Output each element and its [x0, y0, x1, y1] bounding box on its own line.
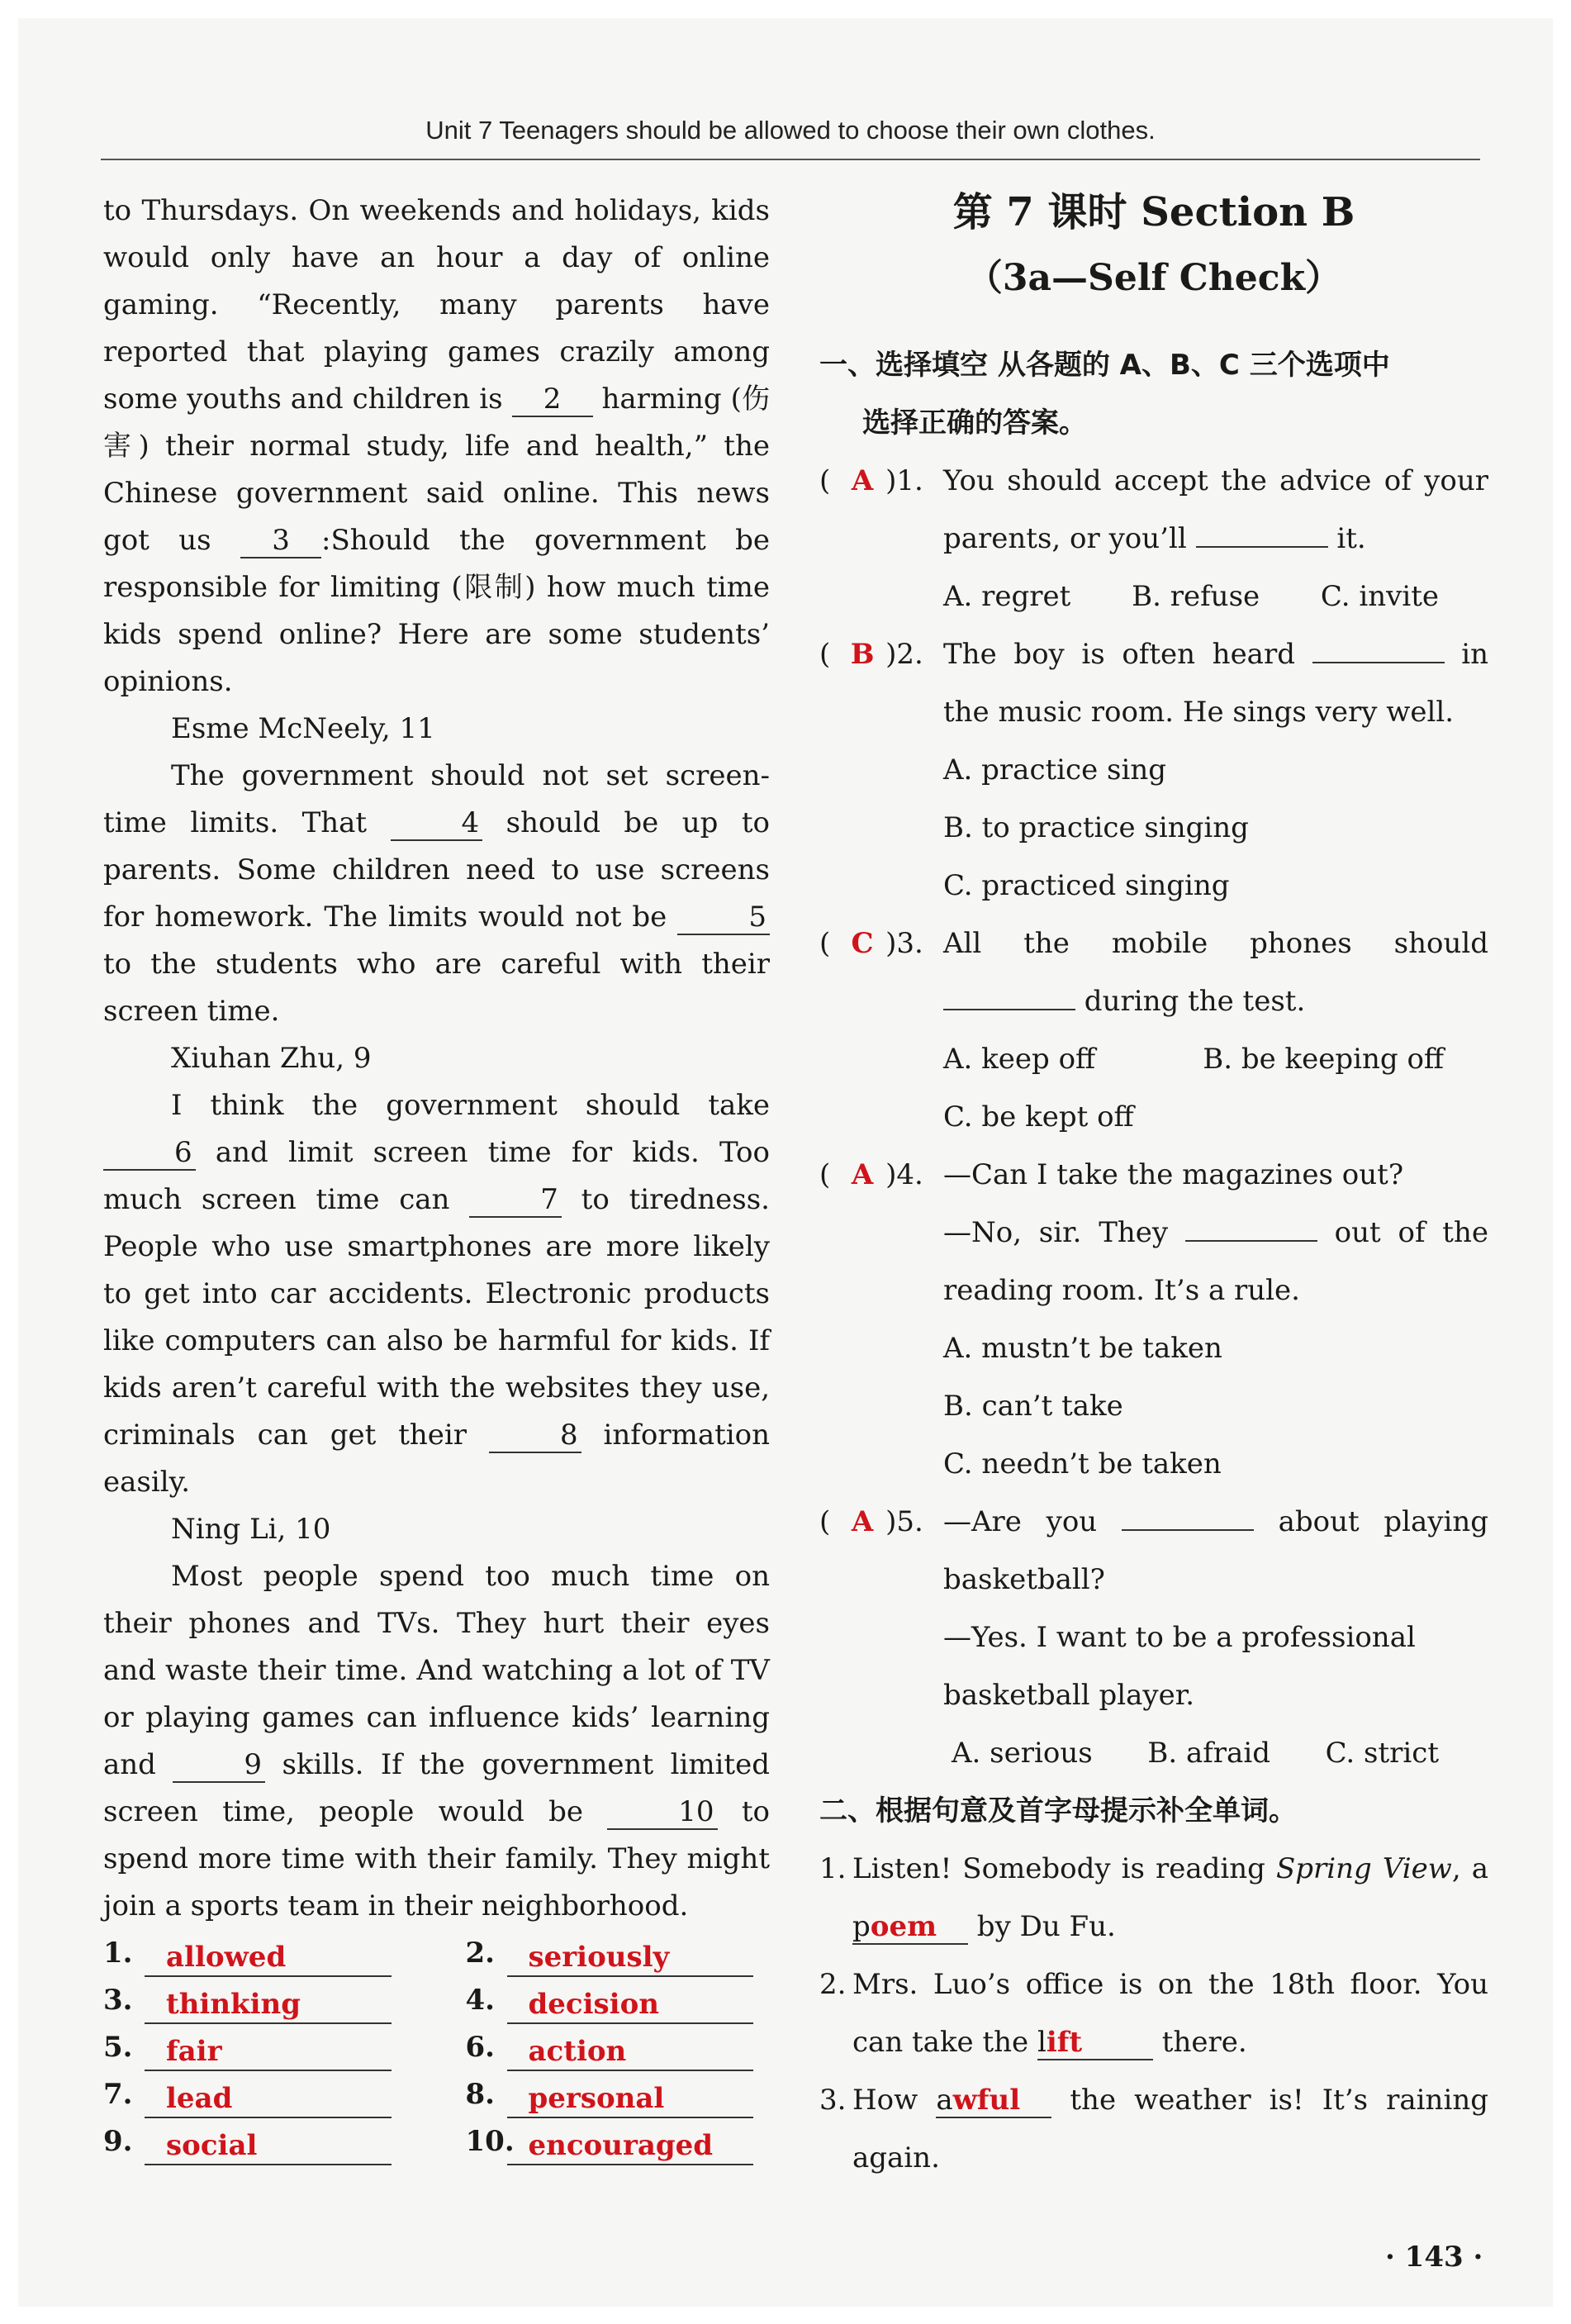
- blank: [943, 984, 1075, 1010]
- running-header: Unit 7 Teenagers should be allowed to choose their own clothes.: [425, 116, 1156, 145]
- option: B. can’t take: [943, 1390, 1123, 1423]
- answer-grid: [103, 1930, 770, 2165]
- fill-2: 2. Mrs. Luo’s office is on the 18th floor. You can take the lift there.: [819, 1968, 1488, 2059]
- option: A. mustn’t be taken: [943, 1332, 1222, 1365]
- word-field[interactable]: awful: [936, 2084, 1051, 2118]
- fill-1: 1. Listen! Somebody is reading Spring View, a poem by Du Fu.: [819, 1852, 1488, 1943]
- answer-mark[interactable]: A: [851, 1158, 874, 1191]
- question-3: ( C )3. All the mobile phones should during the test.: [819, 915, 1488, 1030]
- lesson-title: 第 7 课时 Section B: [952, 189, 1355, 235]
- answer-field[interactable]: lead: [145, 2080, 392, 2118]
- passage-paragraph: I think the government should take 6 and limit screen time for kids. Too much screen time can 7 to tiredness. People who use smartphones are more likely to get into car accidents. Electronic products like computers can also be harmful for kids. If kids aren’t careful with the websites they use, criminals can get their 8 information easily.: [103, 1089, 770, 1499]
- answer-field[interactable]: allowed: [145, 1939, 392, 1977]
- answer-mark[interactable]: C: [851, 927, 874, 960]
- option: C. practiced singing: [943, 869, 1230, 902]
- section-2-title: 二、根据句意及首字母提示补全单词。: [819, 1794, 1297, 1827]
- answer-field[interactable]: social: [145, 2127, 392, 2165]
- blank-9: 9: [173, 1748, 265, 1783]
- question-5-reply: —Yes. I want to be a professional basketball player.: [943, 1621, 1416, 1712]
- answer-mark[interactable]: A: [851, 1505, 874, 1538]
- answer-row: 8. personal: [466, 2071, 771, 2118]
- question-1: ( A )1. You should accept the advice of your parents, or you’ll it.: [819, 452, 1488, 568]
- question-5: ( A )5. —Are you about playing basketball?: [819, 1493, 1488, 1609]
- header-divider: [101, 159, 1480, 160]
- answer-row: 5. fair: [103, 2024, 408, 2071]
- passage-paragraph: The government should not set screen-time limits. That 4 should be up to parents. Some children need to use screens for homework. The limits would not be 5 to the students who are careful with their screen time.: [103, 759, 770, 1028]
- answer-field[interactable]: action: [507, 2033, 754, 2071]
- answer-mark[interactable]: A: [851, 464, 874, 497]
- option: C. be kept off: [943, 1100, 1134, 1133]
- right-column: [819, 179, 1488, 2187]
- section-1-title: 一、选择填空 从各题的 A、B、C 三个选项中 选择正确的答案。: [819, 349, 1390, 440]
- fill-3: 3. How awful the weather is! It’s raining again.: [819, 2084, 1488, 2174]
- answer-field[interactable]: encouraged: [507, 2127, 754, 2165]
- student-name: Ning Li, 10: [171, 1513, 331, 1546]
- option: B. to practice singing: [943, 811, 1249, 844]
- answer-field[interactable]: personal: [507, 2080, 754, 2118]
- passage-paragraph: to Thursdays. On weekends and holidays, kids would only have an hour a day of online gaming. “Recently, many parents have reported that playing games crazily among some youths and children is 2 harming (伤害) their normal study, life and health,” the Chinese government said online. This news got us 3 :Should the government be responsible for limiting (限制) how much time kids spend online? Here are some students’ opinions.: [103, 194, 771, 698]
- options: A. keep off B. be keeping off: [943, 1043, 1445, 1076]
- options: A. serious B. afraid C. strict: [952, 1737, 1439, 1770]
- passage-paragraph: Most people spend too much time on their phones and TVs. They hurt their eyes and waste their time. And watching a lot of TV or playing games can influence kids’ learning and 9 skills. If the government limited screen time, people would be 10 to spend more time with their family. They might join a sports team in their neighborhood.: [103, 1560, 770, 1922]
- answer-field[interactable]: seriously: [507, 1939, 754, 1977]
- blank-8: 8: [489, 1419, 581, 1453]
- answer-field[interactable]: decision: [507, 1986, 754, 2024]
- blank-2: 2: [512, 383, 593, 417]
- answer-row: 2. seriously: [466, 1930, 771, 1977]
- blank-10: 10: [607, 1795, 717, 1830]
- blank-7: 7: [469, 1183, 562, 1218]
- blank-4: 4: [391, 806, 483, 841]
- answer-row: 4. decision: [466, 1977, 771, 2024]
- blank: [1196, 521, 1328, 548]
- blank-3: 3: [240, 524, 321, 558]
- page: [18, 18, 1553, 2307]
- blank-6: 6: [103, 1136, 196, 1171]
- answer-mark[interactable]: B: [850, 638, 875, 671]
- answer-field[interactable]: fair: [145, 2033, 392, 2071]
- student-name: Esme McNeely, 11: [171, 712, 435, 745]
- option: C. needn’t be taken: [943, 1447, 1222, 1480]
- blank: [1185, 1215, 1317, 1242]
- question-2: ( B )2. The boy is often heard in the music room. He sings very well.: [819, 625, 1488, 741]
- question-4-reply: —No, sir. They out of the reading room. It’s a rule.: [943, 1216, 1488, 1307]
- blank: [1312, 637, 1445, 663]
- word-field[interactable]: poem: [852, 1910, 968, 1945]
- answer-field[interactable]: thinking: [145, 1986, 392, 2024]
- answer-row: 7. lead: [103, 2071, 408, 2118]
- answer-row: 3. thinking: [103, 1977, 408, 2024]
- answer-row: 9. social: [103, 2118, 408, 2165]
- word-field[interactable]: lift: [1037, 2026, 1153, 2060]
- blank: [1122, 1504, 1254, 1531]
- page-number: · 143 ·: [1385, 2241, 1483, 2274]
- student-name: Xiuhan Zhu, 9: [171, 1042, 372, 1075]
- answer-row: 6. action: [466, 2024, 771, 2071]
- blank-5: 5: [677, 901, 770, 935]
- left-column: [103, 188, 770, 2165]
- question-4: ( A )4. —Can I take the magazines out?: [819, 1146, 1488, 1204]
- answer-row: 10. encouraged: [466, 2118, 771, 2165]
- lesson-subtitle: （3a—Self Check）: [966, 257, 1342, 299]
- options: A. regret B. refuse C. invite: [943, 580, 1439, 613]
- answer-row: 1. allowed: [103, 1930, 408, 1977]
- option: A. practice sing: [943, 753, 1166, 787]
